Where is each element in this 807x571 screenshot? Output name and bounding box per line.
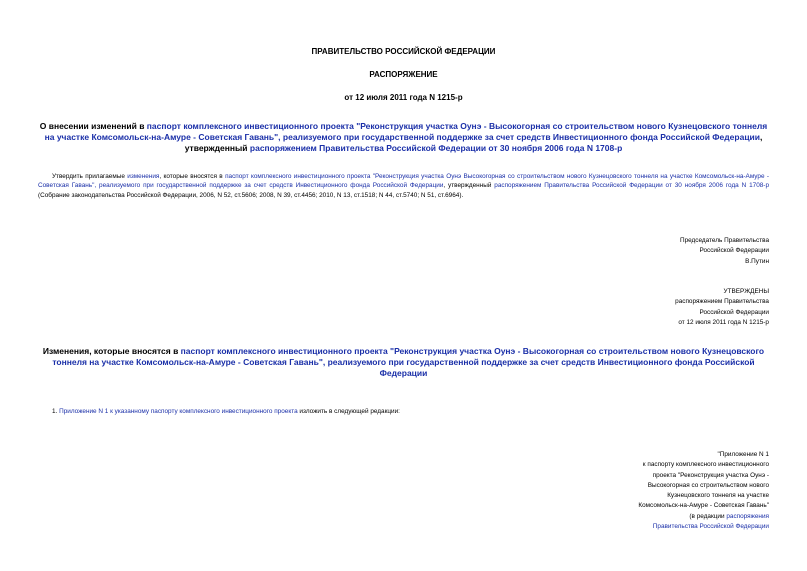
p1-mid2: , утвержденный: [443, 182, 495, 190]
document-date-number: от 12 июля 2011 года N 1215-р: [344, 93, 463, 102]
appendix-block: [469, 450, 769, 532]
signature-position: Председатель Правительства: [680, 237, 769, 244]
appendix-line2: к паспорту комплексного инвестиционного: [642, 461, 769, 469]
signature-name: В.Путин: [745, 257, 769, 265]
appendix-line1: "Приложение N 1: [717, 451, 769, 458]
document-type: РАСПОРЯЖЕНИЕ: [369, 70, 438, 79]
approved-line4: от 12 июля 2011 года N 1215-р: [678, 318, 769, 326]
approved-block: [469, 287, 769, 328]
passport-link[interactable]: паспорт комплексного инвестиционного проекта "Реконструкция участка Оунэ - Высокогорная со строительством нового Кузнецовского тоннеля на участке Комсомольск-на-Амуре - Советская Гавань", реализуемого при государственной поддержке за счет средств Инвестиционного фонда Российской Федерации: [44, 121, 768, 143]
approved-heading: УТВЕРЖДЕНЫ: [723, 288, 769, 295]
body-paragraph: [38, 172, 769, 200]
approved-line3: Российской Федерации: [699, 308, 769, 316]
changes-passport-link[interactable]: паспорт комплексного инвестиционного проекта "Реконструкция участка Оунэ - Высокогорная со строительством нового Кузнецовского тоннеля на участке Комсомольск-на-Амуре - Советская Гавань", реализуемого при государственной поддержке за счет средств Инвестиционного фонда Российской Федерации: [52, 346, 765, 379]
appendix-line6: Комсомольск-на-Амуре - Советская Гавань": [638, 502, 769, 510]
passport-link-body[interactable]: паспорт комплексного инвестиционного проекта "Реконструкция участка Оунэ Высокогорная со строительством нового Кузнецовского тоннеля на участке Комсомольск-на-Амуре - Советская Гавань", реализуемого при государственной поддержке за счет средств Инвестиционного фонда Российской Федерации: [38, 173, 770, 190]
document-title: [38, 121, 769, 154]
item-1-number: 1.: [52, 408, 60, 415]
changes-title-prefix: Изменения, которые вносятся в: [42, 346, 181, 356]
item-1-text: изложить в следующей редакции:: [297, 408, 400, 415]
decree-1708-link[interactable]: распоряжением Правительства Российской Федерации от 30 ноября 2006 года N 1708-р: [249, 143, 623, 154]
approved-line2: распоряжением Правительства: [675, 298, 769, 306]
appendix-line3: проекта "Реконструкция участка Оунэ -: [652, 471, 769, 479]
decree-1708-link-body[interactable]: распоряжением Правительства Российской Федерации от 30 ноября 2006 года N 1708-р: [494, 182, 769, 190]
appendix-line4: Высокогорная со строительством нового: [647, 481, 769, 489]
p1-end: (Собрание законодательства Российской Федерации, 2006, N 52, ст.5606; 2008, N 39, ст.4456; 2010, N 13, ст.1518; N 44, ст.5740; N 51, ст.6964).: [38, 191, 464, 199]
p1-mid1: , которые вносятся в: [159, 173, 226, 180]
appendix-order-link[interactable]: распоряжения: [726, 512, 769, 520]
appendix-1-link[interactable]: Приложение N 1 к указанному паспорту комплексного инвестиционного проекта: [59, 408, 298, 415]
p1-start: Утвердить прилагаемые: [52, 173, 128, 180]
appendix-line5: Кузнецовского тоннеля на участке: [667, 492, 769, 499]
changes-link[interactable]: изменения: [127, 173, 160, 180]
title-prefix: О внесении изменений в: [39, 121, 147, 131]
appendix-government-link[interactable]: Правительства Российской Федерации: [652, 522, 769, 530]
changes-title: [38, 346, 769, 379]
appendix-line7: [469, 512, 769, 522]
signature-block: [469, 236, 769, 267]
appendix-line8: [469, 522, 769, 532]
government-heading: ПРАВИТЕЛЬСТВО РОССИЙСКОЙ ФЕДЕРАЦИИ: [311, 47, 496, 56]
appendix-line7-prefix: (в редакции: [689, 512, 727, 520]
title-middle: , утвержденный: [184, 132, 763, 154]
signature-country: Российской Федерации: [699, 247, 769, 255]
item-1: [52, 407, 769, 416]
